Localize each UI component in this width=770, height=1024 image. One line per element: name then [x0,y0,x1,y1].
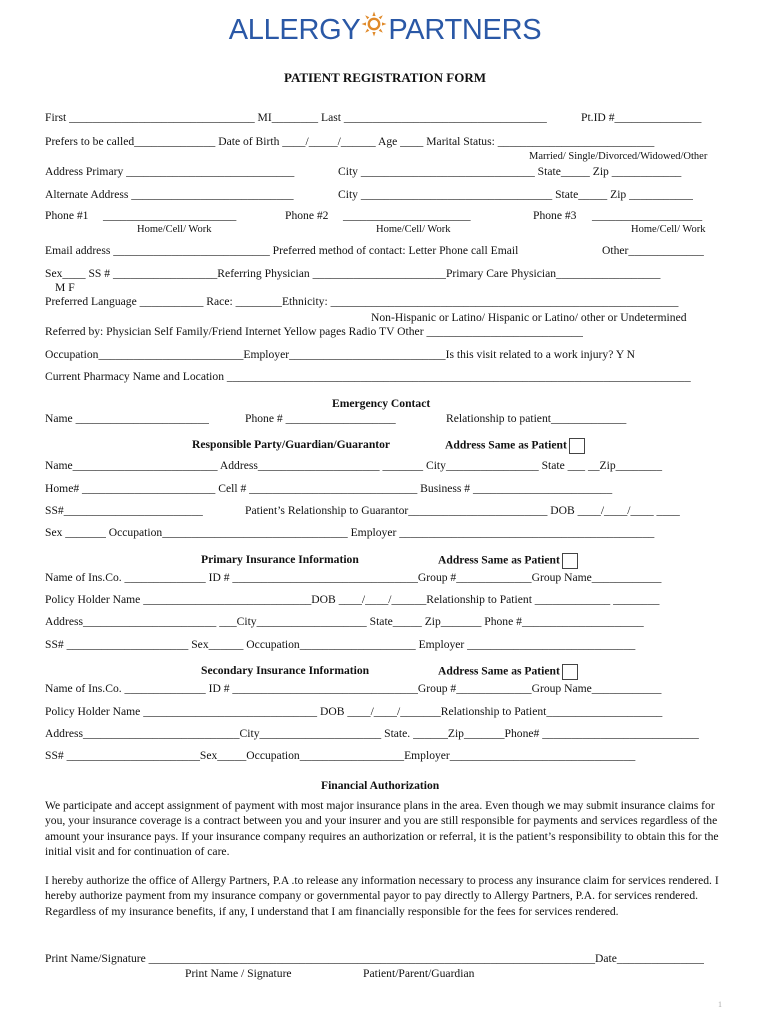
phone-line-text[interactable]: ___________________ [592,209,703,222]
secondary-insurance-heading-text [438,664,578,680]
phone-type-labels-text: Home/Cell/ Work [631,224,706,235]
phone-line-text[interactable]: _______________________ [103,209,237,222]
signature-labels-text: Print Name / Signature [185,967,292,980]
responsible-ssn-line-text[interactable]: SS#________________________ [45,504,203,517]
financial-paragraph-2 [45,873,725,919]
responsible-occupation-line-text[interactable]: Sex _______ Occupation________________________________ Employer ____________________________________________ [45,526,655,539]
responsible-name-line-text[interactable]: Name_________________________ Address_____________________ _______ City________________ State ___ __Zip________ [45,459,663,472]
phone-line-text: Phone #3 [533,209,577,222]
secondary-address-line-text[interactable]: Address___________________________City_____________________ State. ______Zip_______Phone# ___________________________ [45,727,699,740]
address-primary-line-text[interactable]: Address Primary _____________________________ [45,165,295,178]
email-contact-line-text[interactable]: Other_____________ [602,244,704,257]
secondary-insurance-heading-text: Secondary Insurance Information [201,664,370,677]
phone-type-labels-text: Home/Cell/ Work [376,224,451,235]
address-alternate-line-text[interactable]: City _________________________________ State_____ Zip ___________ [338,188,693,201]
ethnicity-options-text: Non-Hispanic or Latino/ Hispanic or Latino/ other or Undetermined [371,311,687,324]
primary-ins-co-line-text[interactable]: Name of Ins.Co. ______________ ID # ________________________________Group #_____________Group Name____________ [45,571,662,584]
secondary-ins-co-line-text[interactable]: Name of Ins.Co. ______________ ID # ________________________________Group #_____________Group Name____________ [45,682,662,695]
financial-text-1: We participate and accept assignment of payment with most major insurance plans in the area. Even though we may submit insurance claims for you, your insurance coverage is a contract between you and your insurer and you are still responsible for payments and services regardless of the amount your insurance pays. If your insurance company requires an authorization or referral, it is the patient’s responsibility to obtain this for the initial visit and for continuation of care. [45,799,719,858]
address-alternate-line-text[interactable]: Alternate Address ____________________________ [45,188,294,201]
address-same-checkbox[interactable] [562,553,578,569]
pharmacy-line-text[interactable]: Current Pharmacy Name and Location ________________________________________________________________________________ [45,370,691,383]
name-line-text[interactable]: First ________________________________ MI________ Last ___________________________________ [45,111,547,124]
financial-heading-text: Financial Authorization [321,779,440,792]
address-same-label: Address Same as Patient [438,553,560,567]
sun-logo-icon [361,11,387,45]
page-number: 1 [718,1000,722,1009]
phone-type-labels-text: Home/Cell/ Work [137,224,212,235]
primary-insurance-heading-text [438,553,578,569]
sex-options-text: M F [55,281,75,294]
primary-address-line-text[interactable]: Address_______________________ ___City___________________ State_____ Zip_______ Phone #_____________________ [45,615,644,628]
address-same-checkbox[interactable] [569,438,585,454]
responsible-ssn-line-text[interactable]: Patient’s Relationship to Guarantor________________________ DOB ____/____/____ ____ [245,504,680,517]
signature-line-text[interactable]: Print Name/Signature _____________________________________________________________________________Date_______________ [45,952,704,965]
financial-text-2: I hereby authorize the office of Allergy Partners, P.A .to release any information necessary to process any insurance claim for services rendered. I hereby authorize payment from my insurance company or governmental payor to pay directly to Allergy Partners, P.A. for services rendered. Regardless of my insurance benefits, if any, I understand that I am financially responsible for the fees for services rendered. [45,874,719,918]
phone-line-text: Phone #1 [45,209,89,222]
emergency-line-text[interactable]: Phone # ___________________ [245,412,396,425]
marital-options-text: Married/ Single/Divorced/Widowed/Other [529,151,708,162]
phone-line-text[interactable]: ______________________ [343,209,471,222]
primary-ssn-line-text[interactable]: SS# _____________________ Sex______ Occupation____________________ Employer _____________________________ [45,638,636,651]
primary-policy-holder-line-text[interactable]: Policy Holder Name _____________________________DOB ____/____/______Relationship to Patient _____________ ________ [45,593,660,606]
address-primary-line-text[interactable]: City ______________________________ State_____ Zip ____________ [338,165,682,178]
address-same-checkbox[interactable] [562,664,578,680]
referred-by-line-text[interactable]: Referred by: Physician Self Family/Friend Internet Yellow pages Radio TV Other ___________________________ [45,325,583,338]
secondary-policy-holder-line-text[interactable]: Policy Holder Name ______________________________ DOB ____/____/_______Relationship to Patient____________________ [45,705,663,718]
responsible-phone-line-text[interactable]: Home# _______________________ Cell # _____________________________ Business # ________________________ [45,482,613,495]
form-title: PATIENT REGISTRATION FORM [283,70,486,85]
allergy-partners-logo [0,14,770,48]
preferred-dob-line-text[interactable]: Prefers to be called______________ Date of Birth ____/_____/______ Age ____ Marital Status: ___________________________ [45,135,655,148]
name-line-text[interactable]: Pt.ID #_______________ [581,111,702,124]
logo-text-right: PARTNERS [388,14,542,46]
address-same-label: Address Same as Patient [445,438,567,452]
emergency-heading-text: Emergency Contact [332,397,431,410]
occupation-line-text[interactable]: Occupation_________________________Employer___________________________Is this visit related to a work injury? Y N [45,348,636,361]
address-same-label: Address Same as Patient [438,664,560,678]
logo-text-left: ALLERGY [228,14,361,46]
language-race-line-text[interactable]: Preferred Language ___________ Race: ________Ethnicity: ____________________________________________________________ [45,295,679,308]
financial-paragraph-1 [45,798,725,859]
responsible-party-heading-text: Responsible Party/Guardian/Guarantor [192,438,391,451]
signature-labels-text: Patient/Parent/Guardian [363,967,475,980]
secondary-ssn-line-text[interactable]: SS# _______________________Sex_____Occupation__________________Employer________________________________ [45,749,636,762]
emergency-line-text[interactable]: Relationship to patient_____________ [446,412,627,425]
primary-insurance-heading-text: Primary Insurance Information [201,553,359,566]
sex-ssn-referring-line-text[interactable]: Sex____ SS # __________________Referring Physician _______________________Primary Care Physician__________________ [45,267,661,280]
emergency-line-text[interactable]: Name _______________________ [45,412,209,425]
email-contact-line-text[interactable]: Email address ___________________________ Preferred method of contact: Letter Phone call Email [45,244,519,257]
responsible-party-heading-text [445,438,585,454]
phone-line-text: Phone #2 [285,209,329,222]
